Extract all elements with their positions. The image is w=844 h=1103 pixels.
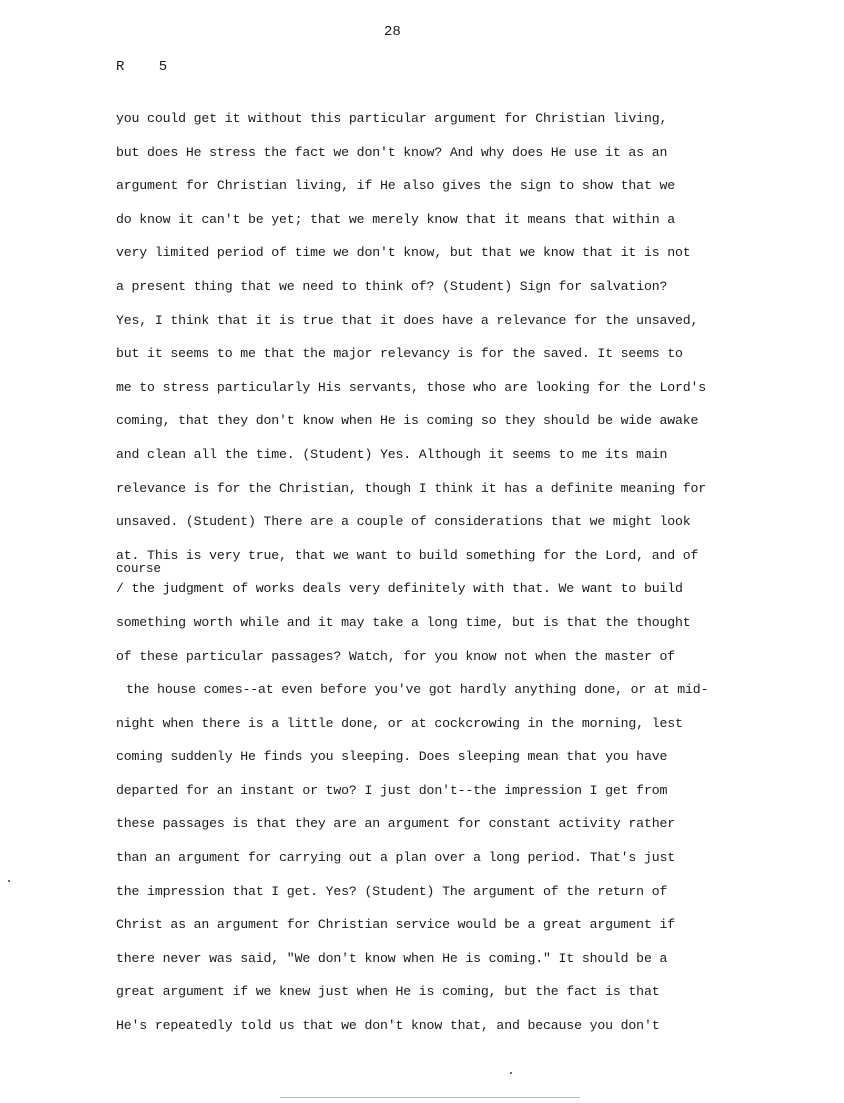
text-line: unsaved. (Student) There are a couple of considerations that we might look (116, 514, 691, 530)
text-line: these passages is that they are an argument for constant activity rather (116, 816, 675, 832)
interlinear-note: course (116, 562, 162, 576)
text-line: Christ as an argument for Christian service would be a great argument if (116, 917, 675, 933)
text-line: do know it can't be yet; that we merely know that it means that within a (116, 211, 675, 227)
text-line: the impression that I get. Yes? (Student) The argument of the return of (116, 883, 668, 899)
text-line: night when there is a little done, or at cockcrowing in the morning, lest (116, 715, 683, 731)
text-line: of these particular passages? Watch, for you know not when the master of (116, 648, 675, 664)
page-number: 28 (384, 24, 401, 40)
text-line: but it seems to me that the major relevancy is for the saved. It seems to (116, 346, 683, 362)
scan-speck (8, 880, 10, 882)
text-line: but does He stress the fact we don't know? And why does He use it as an (116, 144, 668, 160)
text-line: at. This is very true, that we want to build something for the Lord, and of (116, 547, 699, 563)
text-line: relevance is for the Christian, though I think it has a definite meaning for (116, 480, 707, 496)
text-line: / the judgment of works deals very definitely with that. We want to build (116, 581, 683, 597)
text-line: a present thing that we need to think of? (Student) Sign for salvation? (116, 278, 668, 294)
text-line: argument for Christian living, if He also gives the sign to show that we (116, 178, 675, 194)
text-line: coming, that they don't know when He is coming so they should be wide awake (116, 413, 699, 429)
text-line: something worth while and it may take a long time, but is that the thought (116, 614, 691, 630)
scan-speck (510, 1072, 512, 1074)
text-line: you could get it without this particular argument for Christian living, (116, 111, 668, 126)
text-line: departed for an instant or two? I just don't--the impression I get from (116, 782, 668, 798)
text-line: the house comes--at even before you've got hardly anything done, or at mid- (126, 682, 709, 698)
text-line: very limited period of time we don't know, but that we know that it is not (116, 245, 691, 261)
text-line: me to stress particularly His servants, those who are looking for the Lord's (116, 379, 707, 395)
text-line: there never was said, "We don't know when He is coming." It should be a (116, 950, 668, 966)
text-line: He's repeatedly told us that we don't know that, and because you don't (116, 1018, 660, 1034)
reel-label: R 5 (116, 59, 168, 75)
scan-bottom-edge (280, 1097, 580, 1098)
text-line: great argument if we knew just when He is coming, but the fact is that (116, 984, 660, 1000)
text-line: than an argument for carrying out a plan over a long period. That's just (116, 850, 675, 866)
transcript-body (116, 102, 776, 1043)
text-line: and clean all the time. (Student) Yes. Although it seems to me its main (116, 446, 668, 462)
text-line: coming suddenly He finds you sleeping. Does sleeping mean that you have (116, 749, 668, 765)
text-line: Yes, I think that it is true that it does have a relevance for the unsaved, (116, 312, 699, 328)
